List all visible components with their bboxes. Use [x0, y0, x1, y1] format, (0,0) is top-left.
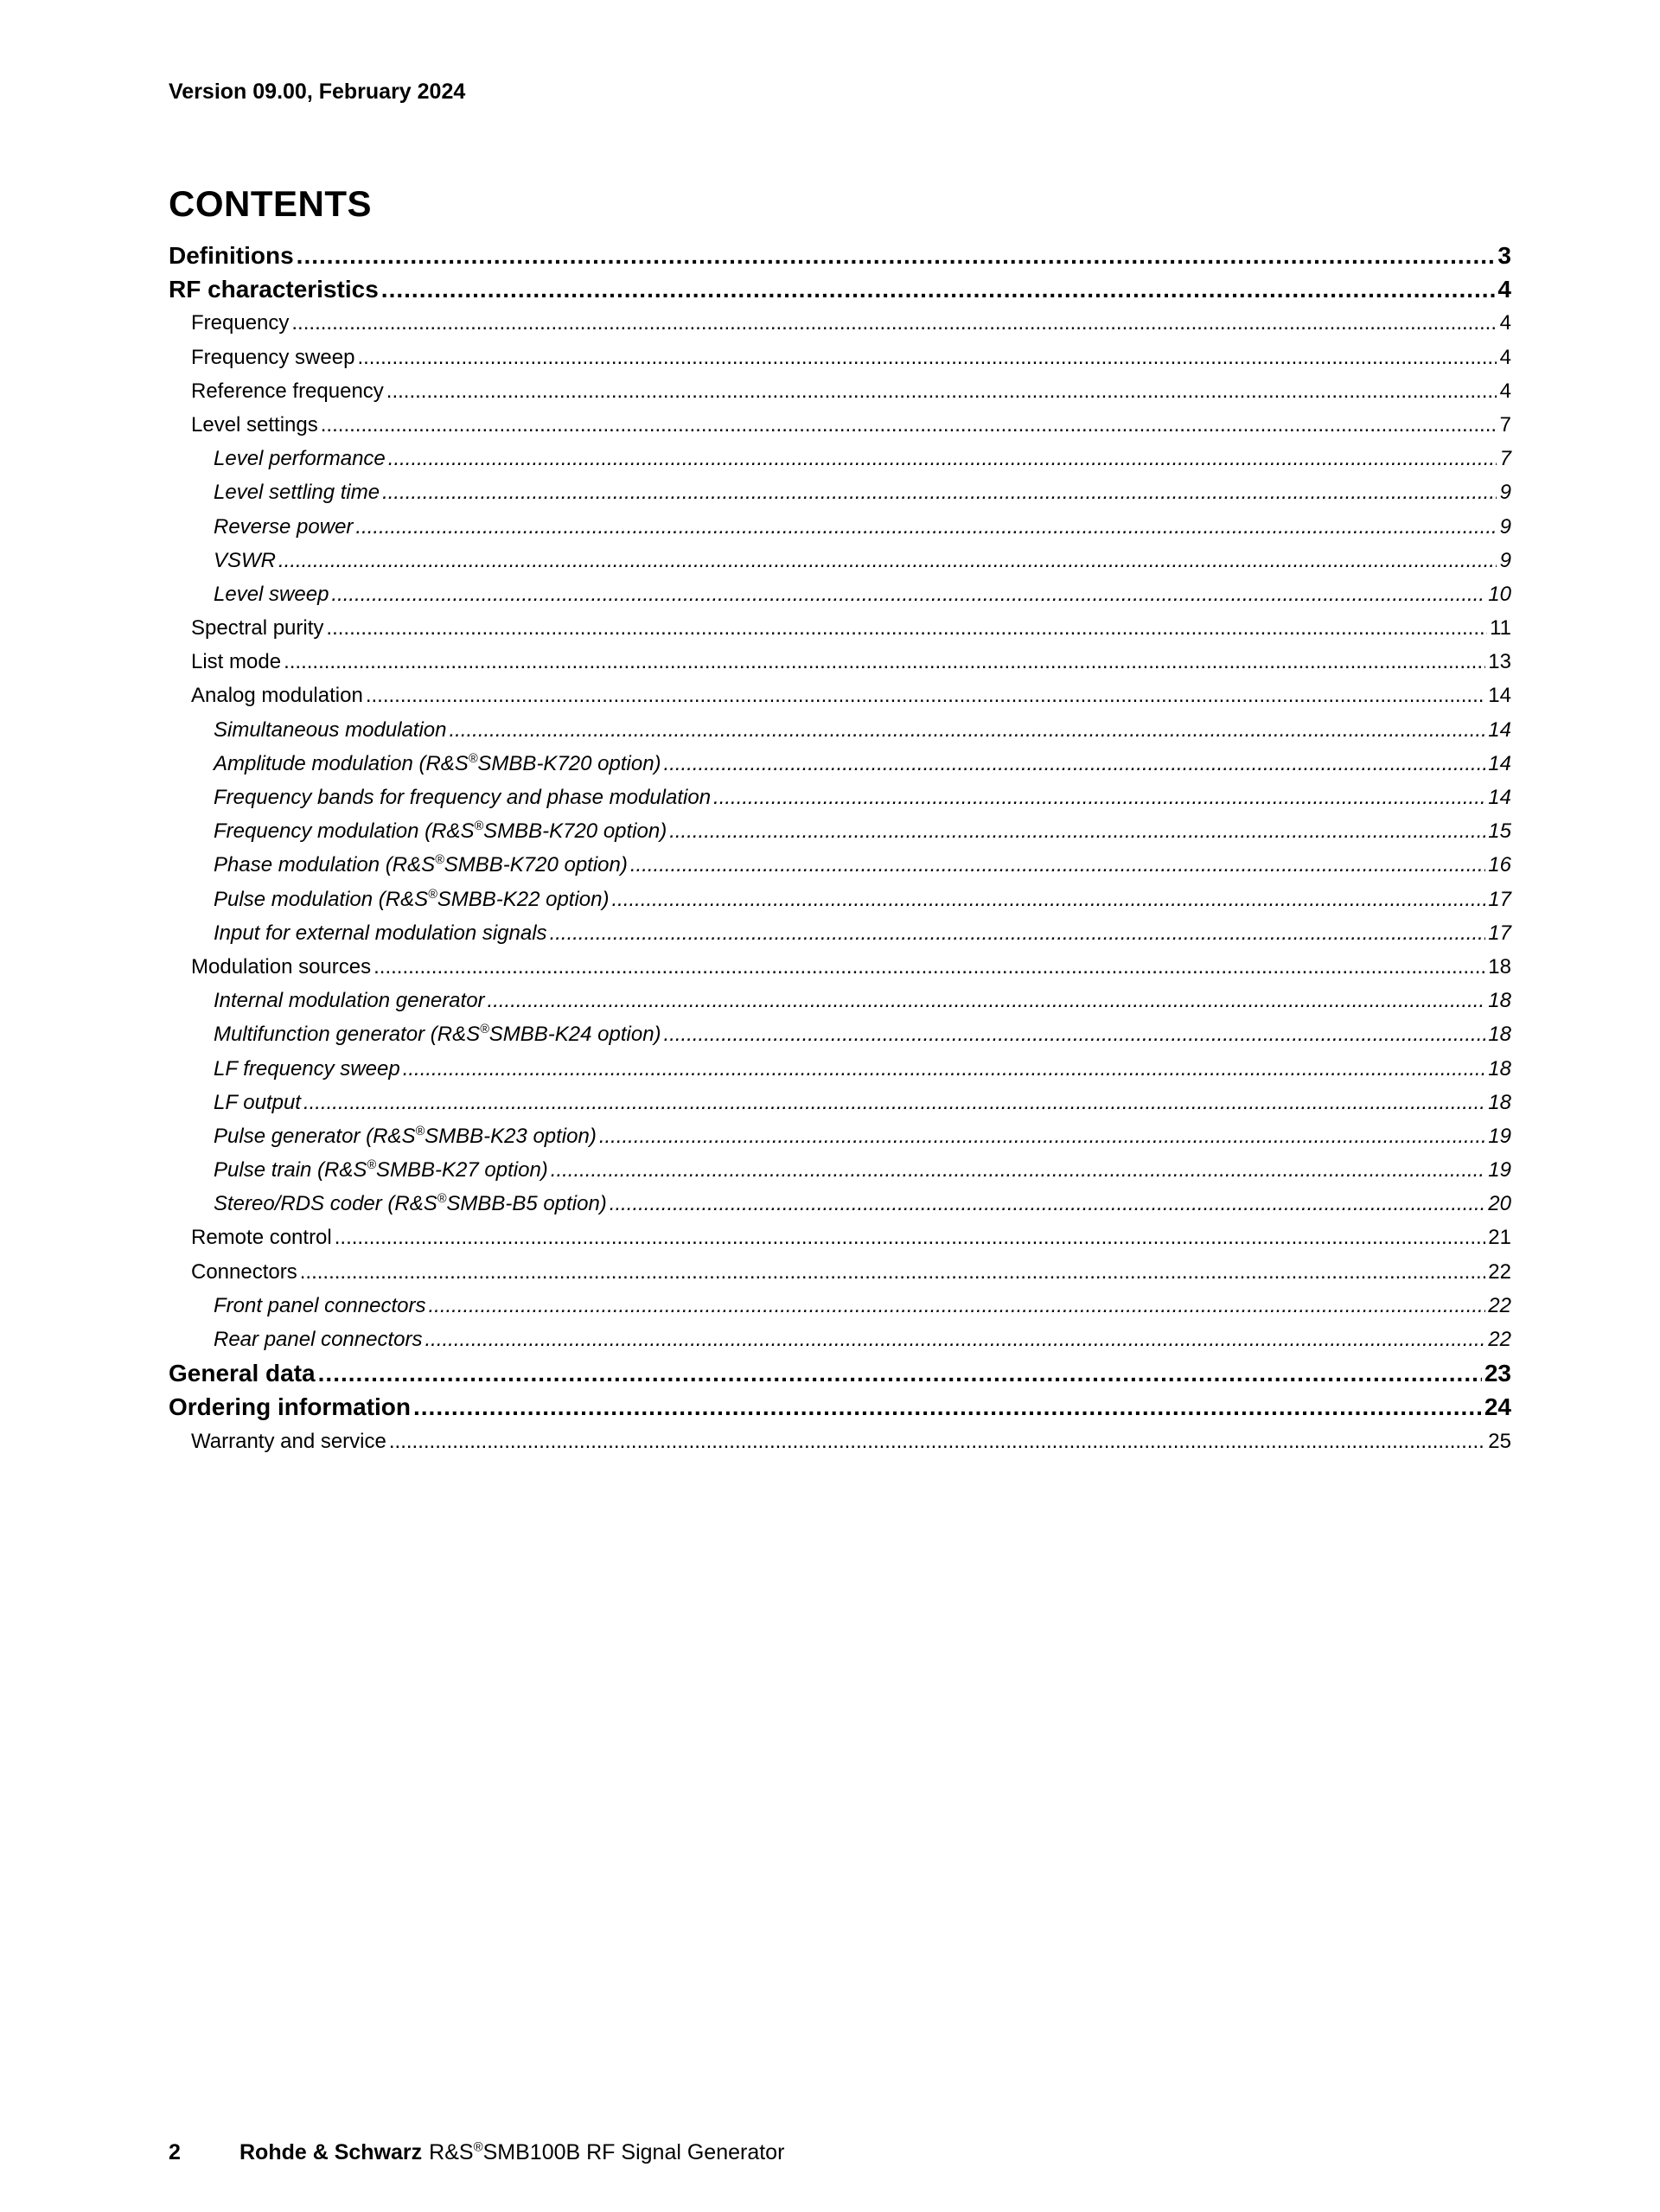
toc-entry-title [169, 1356, 316, 1390]
toc-entry[interactable] [169, 1052, 1511, 1086]
toc-dot-leader [374, 950, 1485, 984]
toc-entry-title [214, 475, 380, 509]
toc-entry-title-text: Level performance [214, 447, 386, 471]
toc-entry-title [214, 577, 329, 611]
toc-entry[interactable] [169, 1086, 1511, 1119]
toc-page-number: 18 [1488, 1023, 1511, 1047]
toc-entry-title-text: Pulse modulation (R&S [214, 887, 429, 911]
toc-entry-title-text: Remote control [191, 1226, 332, 1250]
footer-page-number: 2 [169, 2140, 181, 2164]
toc-entry-title-suffix: SMBB-K23 option) [425, 1124, 597, 1148]
toc-page-number: 7 [1499, 412, 1511, 437]
toc-dot-leader [357, 341, 1497, 374]
toc-dot-leader [551, 1153, 1486, 1187]
toc-dot-leader [278, 544, 1497, 577]
toc-entry-title [214, 510, 353, 544]
toc-entry[interactable] [169, 781, 1511, 814]
toc-entry-title [214, 1153, 548, 1187]
toc-dot-leader [386, 374, 1497, 408]
toc-entry-title [214, 883, 610, 916]
toc-dot-leader [291, 306, 1497, 340]
toc-entry-title-text: Pulse train (R&S [214, 1158, 367, 1182]
toc-entry-title-text: Ordering information [169, 1393, 411, 1421]
toc-entry-title-text: Level settling time [214, 481, 380, 505]
toc-entry[interactable] [169, 1323, 1511, 1356]
toc-entry-title-text: Multifunction generator (R&S [214, 1023, 481, 1047]
toc-entry-title [191, 408, 318, 442]
toc-entry-title [191, 341, 354, 374]
toc-entry[interactable] [169, 814, 1511, 848]
toc-entry-title [191, 1425, 386, 1458]
toc-entry-title-text: Analog modulation [191, 684, 363, 708]
toc-page-number: 18 [1488, 989, 1511, 1013]
toc-entry[interactable] [169, 679, 1511, 712]
toc-page-number: 21 [1488, 1226, 1511, 1250]
toc-entry-title-text: Input for external modulation signals [214, 921, 547, 945]
toc-page-number: 11 [1490, 616, 1511, 641]
toc-entry-title-text: Level settings [191, 412, 318, 437]
toc-dot-leader [413, 1390, 1482, 1424]
toc-entry[interactable] [169, 645, 1511, 679]
toc-dot-leader [331, 577, 1485, 611]
toc-entry-title [191, 645, 281, 679]
registered-mark: ® [428, 887, 437, 902]
toc-entry-title-suffix: SMBB-K720 option) [444, 853, 628, 877]
registered-mark: ® [480, 1023, 489, 1037]
toc-entry[interactable] [169, 306, 1511, 340]
toc-entry-title [214, 442, 386, 475]
toc-entry-title-text: Frequency [191, 311, 290, 335]
toc-entry[interactable] [169, 1356, 1511, 1390]
toc-entry[interactable] [169, 1153, 1511, 1187]
toc-dot-leader [428, 1289, 1485, 1323]
toc-entry-title-text: Stereo/RDS coder (R&S [214, 1192, 437, 1216]
toc-page-number: 19 [1488, 1124, 1511, 1148]
toc-entry-title-text: LF frequency sweep [214, 1056, 400, 1081]
toc-entry[interactable] [169, 1425, 1511, 1458]
toc-dot-leader [300, 1255, 1486, 1289]
toc-dot-leader [318, 1356, 1482, 1390]
toc-page-number: 15 [1488, 819, 1511, 844]
toc-dot-leader [303, 1086, 1485, 1119]
toc-entry-title-text: Reverse power [214, 514, 354, 539]
toc-entry[interactable] [169, 239, 1511, 272]
registered-mark: ® [415, 1124, 425, 1138]
toc-entry-title-text: Warranty and service [191, 1429, 386, 1453]
toc-entry[interactable] [169, 916, 1511, 950]
toc-dot-leader [612, 883, 1486, 916]
toc-entry-title-text: Simultaneous modulation [214, 717, 447, 742]
footer-product-post: SMB100B RF Signal Generator [482, 2140, 785, 2164]
toc-entry[interactable] [169, 272, 1511, 306]
toc-entry-title-text: Frequency bands for frequency and phase modulation [214, 786, 712, 809]
toc-entry-title-text: Frequency modulation (R&S [214, 819, 475, 844]
toc-page-number: 18 [1488, 954, 1511, 979]
toc-dot-leader [664, 1017, 1486, 1051]
toc-entry-title [214, 1119, 597, 1153]
table-of-contents [169, 239, 1511, 1458]
toc-page-number: 22 [1488, 1259, 1511, 1284]
toc-entry-title [191, 306, 289, 340]
registered-mark: ® [435, 853, 444, 868]
toc-entry-title-text: VSWR [214, 548, 276, 572]
toc-entry[interactable] [169, 510, 1511, 544]
toc-page-number: 13 [1488, 650, 1511, 674]
toc-dot-leader [297, 239, 1496, 272]
registered-mark: ® [474, 819, 484, 834]
toc-dot-leader [610, 1187, 1486, 1221]
toc-entry[interactable] [169, 341, 1511, 374]
toc-entry-title [169, 1390, 411, 1424]
toc-entry-title-text: Rear panel connectors [214, 1328, 423, 1351]
registered-mark: ® [367, 1158, 377, 1173]
toc-page-number: 17 [1488, 887, 1511, 911]
toc-entry[interactable] [169, 1221, 1511, 1254]
toc-entry[interactable] [169, 883, 1511, 916]
toc-entry-title-text: Reference frequency [191, 379, 384, 403]
toc-page-number: 18 [1488, 1056, 1511, 1081]
toc-entry-title-text: Internal modulation generator [214, 989, 485, 1013]
toc-page-number: 14 [1488, 684, 1511, 708]
toc-dot-leader [550, 916, 1486, 950]
toc-entry-title-text: Level sweep [214, 582, 329, 606]
toc-page-number: 14 [1488, 751, 1511, 775]
toc-page-number: 23 [1484, 1360, 1511, 1387]
toc-dot-leader [381, 272, 1496, 306]
toc-entry-title [214, 1323, 422, 1356]
toc-page-number: 9 [1499, 548, 1511, 572]
toc-page-number: 14 [1488, 786, 1511, 809]
toc-entry[interactable] [169, 1289, 1511, 1323]
toc-entry-title [191, 374, 384, 408]
toc-page-number: 20 [1488, 1192, 1511, 1216]
toc-entry[interactable] [169, 713, 1511, 747]
toc-dot-leader [664, 747, 1486, 781]
toc-entry-title-text: Connectors [191, 1259, 297, 1284]
toc-entry[interactable] [169, 1255, 1511, 1289]
toc-page-number: 7 [1499, 447, 1511, 471]
toc-entry-title-text: RF characteristics [169, 276, 379, 303]
toc-entry[interactable] [169, 1119, 1511, 1153]
toc-page-number: 22 [1488, 1293, 1511, 1317]
toc-entry[interactable] [169, 408, 1511, 442]
page-footer [169, 2140, 784, 2165]
toc-page-number: 19 [1488, 1158, 1511, 1182]
toc-entry-title-suffix: SMBB-K27 option) [376, 1158, 548, 1182]
toc-entry[interactable] [169, 1390, 1511, 1424]
toc-page-number: 14 [1488, 717, 1511, 742]
toc-entry-title [214, 1086, 301, 1119]
toc-entry-title-text: Frequency sweep [191, 345, 355, 369]
toc-entry-title [214, 848, 628, 882]
toc-entry-title-suffix: SMBB-B5 option) [446, 1192, 607, 1216]
toc-entry-title [191, 950, 371, 984]
toc-entry-title [214, 984, 485, 1017]
toc-dot-leader [355, 510, 1497, 544]
toc-entry-title-text: Front panel connectors [214, 1293, 426, 1317]
toc-entry-title [214, 1052, 400, 1086]
toc-entry[interactable] [169, 475, 1511, 509]
toc-entry[interactable] [169, 984, 1511, 1017]
toc-entry[interactable] [169, 1187, 1511, 1221]
toc-page-number: 9 [1499, 481, 1511, 505]
toc-dot-leader [382, 475, 1497, 509]
toc-entry[interactable] [169, 544, 1511, 577]
toc-dot-leader [669, 814, 1485, 848]
toc-entry-title-text: Definitions [169, 242, 294, 269]
toc-entry[interactable] [169, 374, 1511, 408]
toc-entry-title-text: LF output [214, 1090, 301, 1114]
registered-mark: ® [437, 1192, 447, 1207]
toc-page-number: 4 [1499, 311, 1511, 335]
toc-page-number: 17 [1488, 921, 1511, 945]
toc-dot-leader [321, 408, 1497, 442]
toc-dot-leader [713, 781, 1485, 814]
toc-dot-leader [425, 1323, 1485, 1356]
toc-entry[interactable] [169, 1017, 1511, 1051]
toc-entry-title [191, 679, 363, 712]
toc-entry-title [214, 916, 547, 950]
toc-entry-title [169, 239, 294, 272]
toc-page-number: 4 [1499, 379, 1511, 403]
toc-entry[interactable] [169, 611, 1511, 645]
toc-page-number: 10 [1488, 582, 1511, 606]
contents-title: CONTENTS [169, 183, 372, 224]
toc-entry-title-text: Spectral purity [191, 616, 324, 641]
toc-entry-title-suffix: SMBB-K720 option) [477, 751, 661, 775]
toc-dot-leader [450, 713, 1486, 747]
toc-entry-title-text: Modulation sources [191, 954, 372, 979]
toc-dot-leader [335, 1221, 1486, 1254]
footer-company: Rohde & Schwarz [239, 2140, 423, 2164]
toc-dot-leader [488, 984, 1486, 1017]
toc-page-number: 24 [1484, 1393, 1511, 1421]
version-header: Version 09.00, February 2024 [169, 80, 466, 104]
toc-entry-title [214, 713, 447, 747]
registered-mark: ® [468, 751, 478, 766]
toc-entry[interactable] [169, 577, 1511, 611]
toc-page-number: 16 [1488, 853, 1511, 877]
toc-entry-title [214, 814, 667, 848]
toc-page-number: 3 [1497, 242, 1511, 269]
toc-dot-leader [284, 645, 1485, 679]
footer-product-pre: R&S [429, 2140, 474, 2164]
toc-entry-title [214, 1289, 425, 1323]
toc-entry[interactable] [169, 950, 1511, 984]
toc-entry-title-text: Phase modulation (R&S [214, 853, 436, 877]
footer-product-sup: ® [473, 2139, 483, 2155]
toc-entry-title-text: General data [169, 1360, 316, 1387]
toc-entry-title-suffix: SMBB-K22 option) [437, 887, 610, 911]
toc-entry[interactable] [169, 442, 1511, 475]
toc-dot-leader [366, 679, 1485, 712]
toc-entry-title [169, 272, 379, 306]
toc-entry-title [214, 1187, 607, 1221]
toc-entry-title [214, 1017, 661, 1051]
toc-dot-leader [630, 848, 1485, 882]
toc-entry-title [191, 611, 323, 645]
toc-entry-title [191, 1255, 297, 1289]
toc-entry-title-suffix: SMBB-K24 option) [488, 1023, 661, 1047]
toc-entry-title-suffix: SMBB-K720 option) [483, 819, 667, 844]
toc-entry-title [214, 544, 276, 577]
toc-dot-leader [599, 1119, 1485, 1153]
toc-entry-title [214, 781, 711, 814]
toc-entry-title-text: Pulse generator (R&S [214, 1124, 416, 1148]
toc-entry-title-text: Amplitude modulation (R&S [214, 751, 469, 775]
toc-dot-leader [389, 1425, 1485, 1458]
footer-product [429, 2140, 784, 2165]
toc-entry[interactable] [169, 848, 1511, 882]
toc-entry-title-text: List mode [191, 650, 282, 674]
toc-page-number: 25 [1488, 1429, 1511, 1453]
toc-dot-leader [403, 1052, 1486, 1086]
toc-page-number: 18 [1488, 1090, 1511, 1114]
toc-entry-title [214, 747, 661, 781]
toc-dot-leader [326, 611, 1487, 645]
toc-dot-leader [388, 442, 1497, 475]
toc-entry-title [191, 1221, 332, 1254]
toc-entry[interactable] [169, 747, 1511, 781]
toc-page-number: 9 [1499, 514, 1511, 539]
toc-page-number: 4 [1499, 345, 1511, 369]
toc-page-number: 4 [1497, 276, 1511, 303]
toc-page-number: 22 [1488, 1328, 1511, 1351]
